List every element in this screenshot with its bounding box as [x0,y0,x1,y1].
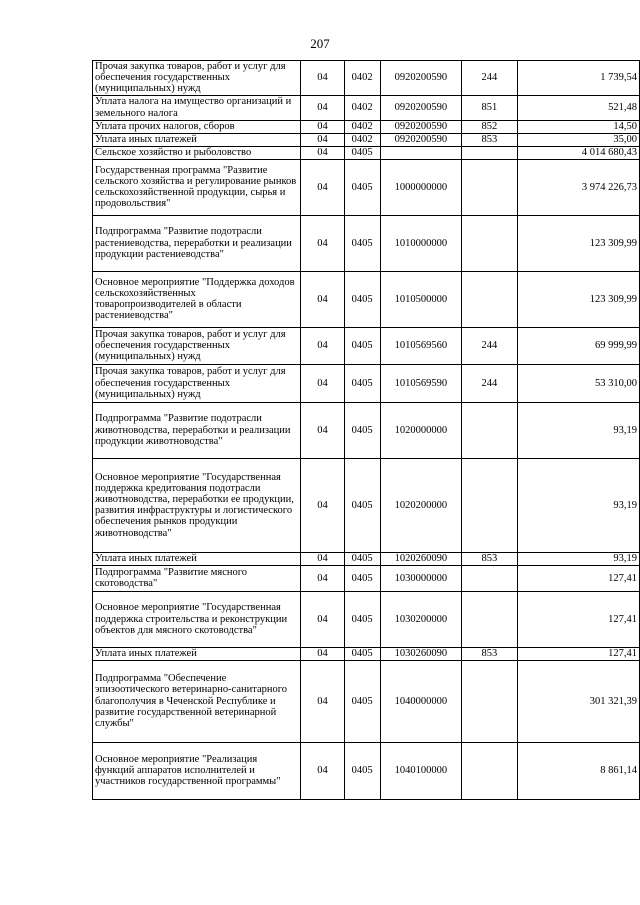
row-name: Основное мероприятие "Реализация функций аппаратов исполнителей и участников государственной программы" [93,742,301,799]
amount: 35,00 [517,133,639,146]
target-article-code: 1010000000 [380,215,462,271]
target-article-code [380,146,462,159]
amount: 301 321,39 [517,660,639,742]
amount: 521,48 [517,95,639,120]
subsection-code: 0402 [344,95,380,120]
amount: 8 861,14 [517,742,639,799]
table-row [93,402,640,458]
amount: 93,19 [517,552,639,565]
target-article-code: 1010569590 [380,364,462,402]
table-row [93,271,640,327]
row-name: Уплата иных платежей [93,552,301,565]
amount: 127,41 [517,591,639,647]
row-name: Государственная программа "Развитие сельского хозяйства и регулирование рынков сельскохозяйственной продукции, сырья и продовольствия" [93,159,301,215]
table-row [93,660,640,742]
subsection-code: 0402 [344,120,380,133]
expense-type-code: 244 [462,61,517,96]
subsection-code: 0402 [344,133,380,146]
expense-type-code: 244 [462,364,517,402]
subsection-code: 0405 [344,591,380,647]
table-row [93,95,640,120]
subsection-code: 0405 [344,552,380,565]
row-name: Основное мероприятие "Государственная поддержка кредитования подотрасли животноводства, переработки ее продукции, развития инфраструктуры и логистического обеспечения рынков продукции животноводства" [93,458,301,552]
table-row [93,215,640,271]
row-name: Основное мероприятие "Государственная поддержка строительства и реконструкции объектов для мясного скотоводства" [93,591,301,647]
expense-type-code [462,146,517,159]
expense-type-code: 853 [462,552,517,565]
subsection-code: 0405 [344,327,380,364]
section-code: 04 [301,159,345,215]
target-article-code: 1030200000 [380,591,462,647]
subsection-code: 0405 [344,565,380,591]
section-code: 04 [301,146,345,159]
section-code: 04 [301,742,345,799]
target-article-code: 1030000000 [380,565,462,591]
table-row [93,146,640,159]
target-article-code: 1030260090 [380,647,462,660]
section-code: 04 [301,61,345,96]
target-article-code: 1040100000 [380,742,462,799]
subsection-code: 0405 [344,159,380,215]
section-code: 04 [301,647,345,660]
section-code: 04 [301,660,345,742]
row-name: Подпрограмма "Развитие подотрасли животноводства, переработки и реализации продукции животноводства" [93,402,301,458]
subsection-code: 0405 [344,458,380,552]
expense-type-code [462,271,517,327]
expense-type-code [462,458,517,552]
target-article-code: 1020200000 [380,458,462,552]
section-code: 04 [301,458,345,552]
subsection-code: 0405 [344,215,380,271]
table-row [93,159,640,215]
table-row [93,565,640,591]
expense-type-code: 853 [462,647,517,660]
table-row [93,364,640,402]
table-row [93,120,640,133]
subsection-code: 0405 [344,364,380,402]
subsection-code: 0405 [344,402,380,458]
amount: 123 309,99 [517,271,639,327]
target-article-code: 0920200590 [380,61,462,96]
budget-table-body [93,61,640,800]
target-article-code: 1020260090 [380,552,462,565]
target-article-code: 1000000000 [380,159,462,215]
row-name: Прочая закупка товаров, работ и услуг для обеспечения государственных (муниципальных) нужд [93,61,301,96]
amount: 127,41 [517,647,639,660]
target-article-code: 1040000000 [380,660,462,742]
amount: 53 310,00 [517,364,639,402]
row-name: Прочая закупка товаров, работ и услуг для обеспечения государственных (муниципальных) нужд [93,327,301,364]
expense-type-code: 852 [462,120,517,133]
target-article-code: 1020000000 [380,402,462,458]
amount: 93,19 [517,402,639,458]
amount: 3 974 226,73 [517,159,639,215]
section-code: 04 [301,215,345,271]
expense-type-code [462,159,517,215]
table-row [93,133,640,146]
table-row [93,742,640,799]
row-name: Прочая закупка товаров, работ и услуг для обеспечения государственных (муниципальных) нужд [93,364,301,402]
subsection-code: 0402 [344,61,380,96]
target-article-code: 0920200590 [380,120,462,133]
section-code: 04 [301,327,345,364]
target-article-code: 0920200590 [380,133,462,146]
table-row [93,552,640,565]
expense-type-code: 244 [462,327,517,364]
section-code: 04 [301,133,345,146]
section-code: 04 [301,95,345,120]
target-article-code: 0920200590 [380,95,462,120]
row-name: Подпрограмма "Развитие мясного скотоводства" [93,565,301,591]
section-code: 04 [301,120,345,133]
section-code: 04 [301,402,345,458]
subsection-code: 0405 [344,647,380,660]
section-code: 04 [301,591,345,647]
amount: 4 014 680,43 [517,146,639,159]
expense-type-code [462,402,517,458]
amount: 14,50 [517,120,639,133]
subsection-code: 0405 [344,146,380,159]
table-row [93,647,640,660]
row-name: Основное мероприятие "Поддержка доходов сельскохозяйственных товаропроизводителей в области растениеводства" [93,271,301,327]
page-number: 207 [310,36,330,51]
row-name: Сельское хозяйство и рыболовство [93,146,301,159]
expense-type-code: 853 [462,133,517,146]
section-code: 04 [301,565,345,591]
expense-type-code [462,742,517,799]
section-code: 04 [301,552,345,565]
target-article-code: 1010500000 [380,271,462,327]
row-name: Подпрограмма "Развитие подотрасли растениеводства, переработки и реализации продукции растениеводства" [93,215,301,271]
amount: 1 739,54 [517,61,639,96]
row-name: Уплата прочих налогов, сборов [93,120,301,133]
row-name: Подпрограмма "Обеспечение эпизоотического ветеринарно-санитарного благополучия в Чеченской Республике и развитие государственной ветеринарной службы" [93,660,301,742]
row-name: Уплата налога на имущество организаций и земельного налога [93,95,301,120]
expense-type-code [462,215,517,271]
table-row [93,458,640,552]
section-code: 04 [301,364,345,402]
section-code: 04 [301,271,345,327]
amount: 69 999,99 [517,327,639,364]
expense-type-code [462,660,517,742]
target-article-code: 1010569560 [380,327,462,364]
table-row [93,61,640,96]
subsection-code: 0405 [344,742,380,799]
expense-type-code [462,565,517,591]
expense-type-code [462,591,517,647]
row-name: Уплата иных платежей [93,133,301,146]
amount: 93,19 [517,458,639,552]
amount: 127,41 [517,565,639,591]
row-name: Уплата иных платежей [93,647,301,660]
budget-table [92,60,640,800]
subsection-code: 0405 [344,271,380,327]
expense-type-code: 851 [462,95,517,120]
subsection-code: 0405 [344,660,380,742]
table-row [93,327,640,364]
amount: 123 309,99 [517,215,639,271]
table-row [93,591,640,647]
